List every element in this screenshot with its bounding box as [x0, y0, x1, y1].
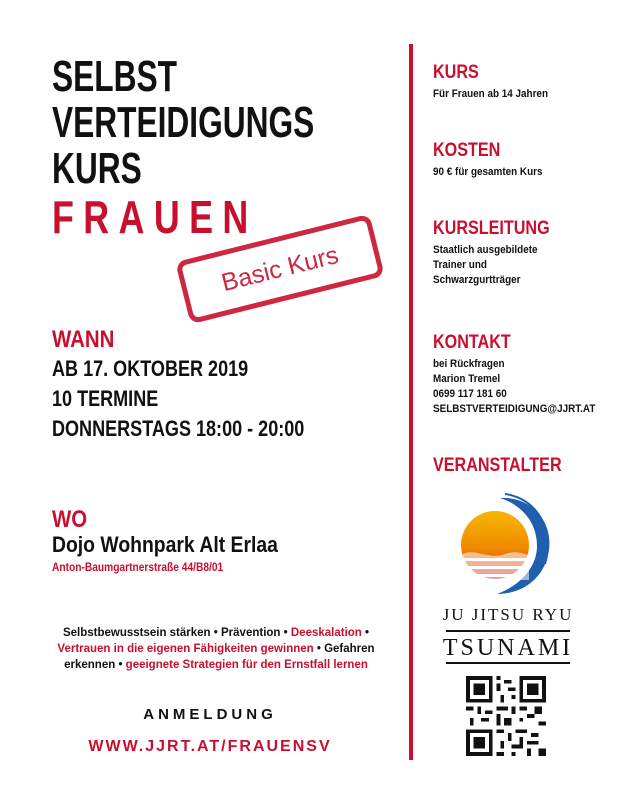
title-line-1: SELBST [52, 52, 177, 101]
title-line-frauen: FRAUEN [52, 191, 258, 243]
anmeldung-url-link[interactable]: WWW.JJRT.AT/FRAUENSV [88, 738, 332, 755]
benefit-praevention: Prävention [221, 627, 281, 639]
kurs-text: Für Frauen ab 14 Jahren [433, 88, 548, 100]
brand-rule-2 [446, 662, 570, 664]
kursleitung-line-3: Schwarzgurtträger [433, 274, 521, 286]
wann-count: 10 TERMINE [52, 386, 159, 411]
kosten-text: 90 € für gesamten Kurs [433, 166, 543, 178]
wann-heading: WANN [52, 326, 115, 353]
wann-date: AB 17. OKTOBER 2019 [52, 356, 249, 381]
bullet-sep: • [280, 627, 291, 639]
kontakt-text [433, 357, 595, 417]
kosten-heading: KOSTEN [433, 140, 501, 161]
kursleitung-text [433, 243, 538, 288]
column-divider [409, 44, 413, 760]
kontakt-phone[interactable]: 0699 117 181 60 [433, 388, 507, 400]
benefit-gefahren: Gefahren erkennen [64, 643, 375, 671]
benefit-strategien: geeignete Strategien für den Ernstfall lernen [125, 659, 368, 671]
anmeldung-label: ANMELDUNG [143, 706, 277, 723]
kursleitung-line-1: Staatlich ausgebildete [433, 244, 538, 256]
bullet-sep: • [210, 627, 222, 639]
brand-rule-1 [446, 630, 570, 632]
veranstalter-heading: VERANSTALTER [433, 455, 562, 476]
kursleitung-heading: KURSLEITUNG [433, 218, 550, 239]
brand-jujitsu-ryu: JU JITSU RYU [442, 605, 574, 624]
benefit-deeskalation: Deeskalation [290, 627, 362, 639]
bullet-sep: • [115, 659, 126, 671]
kontakt-email[interactable]: SELBSTVERTEIDIGUNG@JJRT.AT [433, 403, 596, 415]
benefit-vertrauen: Vertrauen in die eigenen Fähigkeiten gewinnen [57, 643, 314, 655]
kontakt-heading: KONTAKT [433, 332, 511, 353]
wann-time: DONNERSTAGS 18:00 - 20:00 [52, 416, 305, 441]
benefits-list [46, 625, 386, 673]
kontakt-name: Marion Tremel [433, 373, 501, 385]
bullet-sep: • [313, 643, 325, 655]
tsunami-wave-logo-icon [445, 490, 555, 600]
brand-tsunami: TSUNAMI [442, 635, 574, 661]
kurs-heading: KURS [433, 62, 479, 83]
kontakt-line-1: bei Rückfragen [433, 358, 505, 370]
wo-place: Dojo Wohnpark Alt Erlaa [52, 532, 278, 557]
title-line-3: KURS [52, 144, 142, 193]
kursleitung-line-2: Trainer und [433, 259, 487, 271]
title-line-2: VERTEIDIGUNGS [52, 98, 315, 147]
wo-heading: WO [52, 506, 88, 533]
stamp-label: Basic Kurs [218, 240, 342, 298]
wo-address: Anton-Baumgartnerstraße 44/B8/01 [52, 560, 224, 574]
qr-code-icon[interactable] [466, 676, 546, 756]
bullet-sep: • [361, 627, 370, 639]
benefit-selbstbewusstsein: Selbstbewusstsein stärken [62, 627, 211, 639]
